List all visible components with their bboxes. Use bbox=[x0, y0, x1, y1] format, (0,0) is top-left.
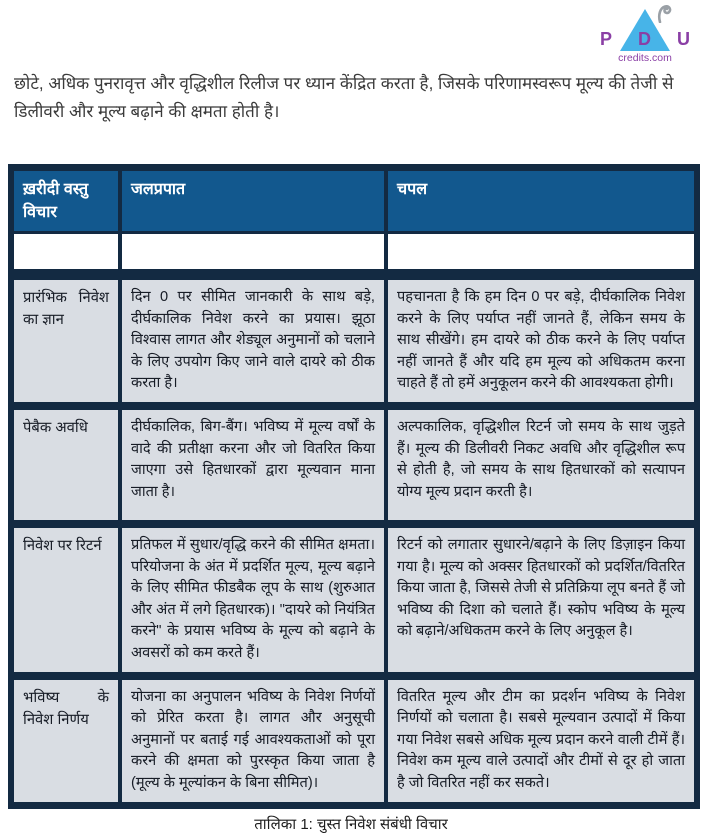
row-label-cell: प्रारंभिक निवेश का ज्ञान bbox=[14, 280, 118, 402]
comparison-table bbox=[8, 164, 700, 809]
intro-paragraph: छोटे, अधिक पुनरावृत्त और वृद्धिशील रिलीज पर ध्यान केंद्रित करता है, जिसके परिणामस्वरूप मूल्य की तेजी से डिलीवरी और मूल्य बढ़ाने की क्षमता होती है। bbox=[14, 74, 674, 121]
table-row-initial-investment bbox=[14, 280, 694, 402]
agile-cell: वितरित मूल्य और टीम का प्रदर्शन भविष्य के निवेश निर्णयों को चलाता है। सबसे मूल्यवान उत्पादों में किया गया निवेश सबसे अधिक मूल्य प्रदान करने वाली टीमें हैं। निवेश कम मूल्य वाले उत्पादों और टीमों से दूर हो जाता है जो वितरित नहीं कर सकते। bbox=[388, 680, 694, 802]
header-cell-waterfall: जलप्रपात bbox=[122, 171, 384, 231]
agile-cell: पहचानता है कि हम दिन 0 पर बड़े, दीर्घकालिक निवेश करने के लिए पर्याप्त नहीं जानते हैं, लेकिन समय के साथ सीखेंगे। हम दायरे को ठीक करने के लिए पर्याप्त नहीं जानते हैं और यदि हम मूल्य को अधिकतम करना चाहते हैं तो हमें अनुकूलन करने की आवश्यकता होगी। bbox=[388, 280, 694, 402]
header-cell-agile: चपल bbox=[388, 171, 694, 231]
row-label-cell: पेबैक अवधि bbox=[14, 410, 118, 520]
logo-domain-text: credits.com bbox=[618, 52, 672, 64]
pdu-credits-logo bbox=[597, 6, 693, 66]
table-row-future-investment bbox=[14, 680, 694, 802]
logo-letter-u: U bbox=[676, 29, 690, 49]
empty-cell bbox=[122, 234, 384, 269]
logo-letters bbox=[600, 29, 690, 50]
waterfall-cell: दीर्घकालिक, बिग-बैंग। भविष्य में मूल्य वर्षों के वादे की प्रतीक्षा करना और जो वितरित किया जाएगा उसे हितधारकों द्वारा मूल्यवान माना जाता है। bbox=[122, 410, 384, 520]
logo-letter-d: D bbox=[638, 29, 651, 49]
waterfall-cell: दिन 0 पर सीमित जानकारी के साथ बड़े, दीर्घकालिक निवेश करने का प्रयास। झूठा विश्वास लागत और शेड्यूल अनुमानों को चलाने के लिए उपयोग किए जाने वाले दायरे को ठीक करता है। bbox=[122, 280, 384, 402]
table-empty-row bbox=[14, 234, 694, 269]
header-cell-buy-consideration: ख़रीदी वस्तु विचार bbox=[14, 171, 118, 231]
table-row-return-on-investment bbox=[14, 528, 694, 672]
logo-swirl-icon bbox=[657, 5, 672, 28]
table-header-row bbox=[14, 171, 694, 231]
agile-cell: अल्पकालिक, वृद्धिशील रिटर्न जो समय के साथ जुड़ते हैं। मूल्य की डिलीवरी निकट अवधि और वृद्धिशील रूप से होती है, जो समय के साथ हितधारकों को सत्यापन योग्य मूल्य प्रदान करती है। bbox=[388, 410, 694, 520]
row-label-cell: भविष्य के निवेश निर्णय bbox=[14, 680, 118, 802]
empty-cell bbox=[14, 234, 118, 269]
logo-letter-p: P bbox=[600, 29, 613, 49]
waterfall-cell: योजना का अनुपालन भविष्य के निवेश निर्णयों को प्रेरित करता है। लागत और अनुसूची अनुमानों पर बताई गई आवश्यकताओं को पूरा करने की क्षमता को पुरस्कृत किया जाता है (मूल्य के मूल्यांकन के बिना सीमित)। bbox=[122, 680, 384, 802]
empty-cell bbox=[388, 234, 694, 269]
table-caption: तालिका 1: चुस्त निवेश संबंधी विचार bbox=[254, 815, 448, 833]
waterfall-cell: प्रतिफल में सुधार/वृद्धि करने की सीमित क्षमता। परियोजना के अंत में प्रदर्शित मूल्य, मूल्य बढ़ाने के लिए सीमित फीडबैक लूप के साथ (शुरुआत और अंत में लगे हितधारक)। "दायरे को नियंत्रित करने" के प्रयास भविष्य के मूल्य को बढ़ाने के अवसरों को कम करते हैं। bbox=[122, 528, 384, 672]
table-row-payback-period bbox=[14, 410, 694, 520]
row-label-cell: निवेश पर रिटर्न bbox=[14, 528, 118, 672]
agile-cell: रिटर्न को लगातार सुधारने/बढ़ाने के लिए डिज़ाइन किया गया है। मूल्य को अक्सर हितधारकों को प्रदर्शित/वितरित किया जाता है, जिससे तेजी से प्रतिक्रिया लूप बनते हैं जो भविष्य की दिशा को चलाते हैं। स्कोप भविष्य के मूल्य को बढ़ाने/अधिकतम करने के लिए अनुकूल है। bbox=[388, 528, 694, 672]
